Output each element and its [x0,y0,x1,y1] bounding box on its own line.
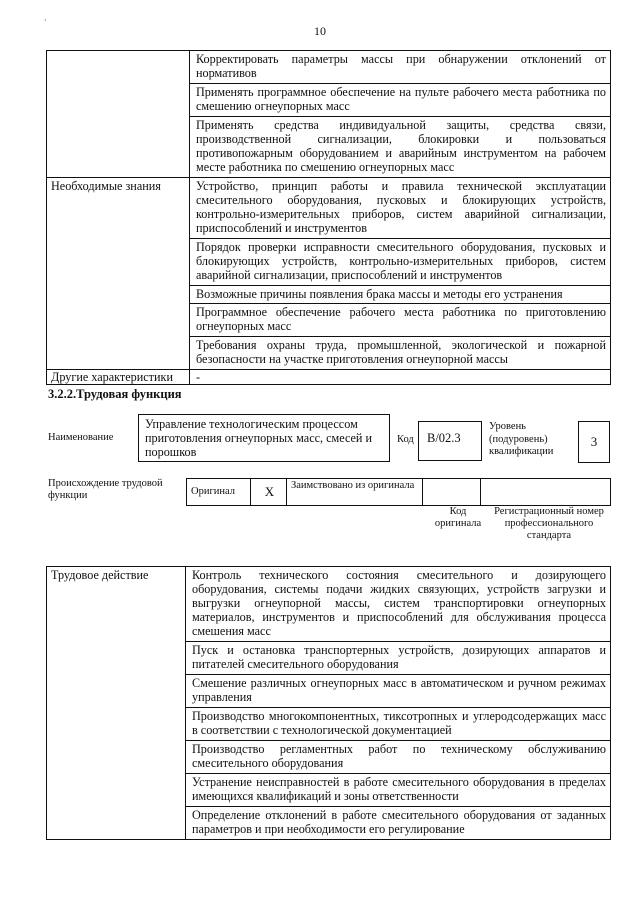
skills-label-cell [47,51,190,178]
table-row [47,51,611,84]
function-name-box [138,414,390,462]
code-caption: Код оригинала [434,506,482,529]
table-cell: Определение отклонений в работе смесительного оборудования от заданных параметров и при необходимости его регулирование [186,807,611,840]
table-row [47,567,611,642]
table-cell: Смешение различных огнеупорных масс в автоматическом и ручном режимах управления [186,675,611,708]
origin-reg-cell [481,479,611,506]
table-cell: Применять программное обеспечение на пульте рабочего места работника по смешению огнеупорных масс [190,84,611,117]
section-title: 3.2.2.Трудовая функция [48,387,182,401]
table-row [187,479,611,506]
labor-actions-table [46,566,611,840]
name-label: Наименование [48,432,114,443]
skills-knowledge-table [46,50,611,385]
borrowed-label: Заимствовано из оригинала [287,479,423,506]
code-box [418,421,482,461]
origin-code-cell [423,479,481,506]
table-row [47,178,611,239]
reg-caption: Регистрационный номер профессионального стандарта [494,506,604,541]
original-label: Оригинал [187,479,251,506]
table-cell: Устранение неисправностей в работе смесительного оборудования в пределах имеющихся квалификаций и зоны ответственности [186,774,611,807]
other-label: Другие характеристики [47,370,190,385]
labor-action-label: Трудовое действие [47,567,186,840]
level-box [578,421,610,463]
page-number: 10 [314,24,326,38]
table-cell: Устройство, принцип работы и правила технической эксплуатации смесительного оборудования, пусковых и блокирующих устройств, контрольно-измерительных приборов, систем аварийной сигнализации, приспособлений и инструментов [190,178,611,239]
code-value: B/02.3 [427,431,461,445]
table-cell: Производство многокомпонентных, тиксотропных и углеродсодержащих масс в соответствии с технологической документацией [186,708,611,741]
table-cell: Требования охраны труда, промышленной, экологической и пожарной безопасности на участке приготовления огнеупорной массы [190,337,611,370]
function-name-value: Управление технологическим процессом приготовления огнеупорных масс, смесей и порошков [145,417,373,459]
table-cell: Применять средства индивидуальной защиты, средства связи, производственной сигнализации, блокировки и пользоваться противопожарным оборудованием и аварийным инструментом на рабочем месте работника по смешению огнеупорных масс [190,117,611,178]
original-mark: X [251,479,287,506]
margin-mark: · [44,16,47,25]
table-cell: Возможные причины появления брака массы и методы его устранения [190,286,611,304]
level-value: 3 [590,434,598,449]
table-cell: Программное обеспечение рабочего места работника по приготовлению огнеупорных масс [190,304,611,337]
table-cell: Порядок проверки исправности смесительного оборудования, пусковых и блокирующих устройств, контрольно-измерительных приборов, систем аварийной сигнализации, приспособлений и инструментов [190,239,611,286]
table-row [47,370,611,385]
origin-label: Происхождение трудовой функции [48,478,163,501]
table-cell: Производство регламентных работ по техническому обслуживанию смесительного оборудования [186,741,611,774]
level-label: Уровень (подуровень) квалификации [489,421,554,457]
table-cell: Корректировать параметры массы при обнаружении отклонений от нормативов [190,51,611,84]
knowledge-label: Необходимые знания [47,178,190,370]
table-cell: Пуск и остановка транспортерных устройств, дозирующих аппаратов и питателей смесительного оборудования [186,642,611,675]
table-cell: Контроль технического состояния смесительного и дозирующего оборудования, системы подачи жидких связующих, устройств загрузки и выгрузки огнеупорной массы, систем транспортировки огнеупорных материалов, инструментов и приспособлений для обслуживания процесса смешения масс [186,567,611,642]
code-label: Код [397,434,414,445]
other-value: - [190,370,611,385]
origin-table [186,478,611,506]
